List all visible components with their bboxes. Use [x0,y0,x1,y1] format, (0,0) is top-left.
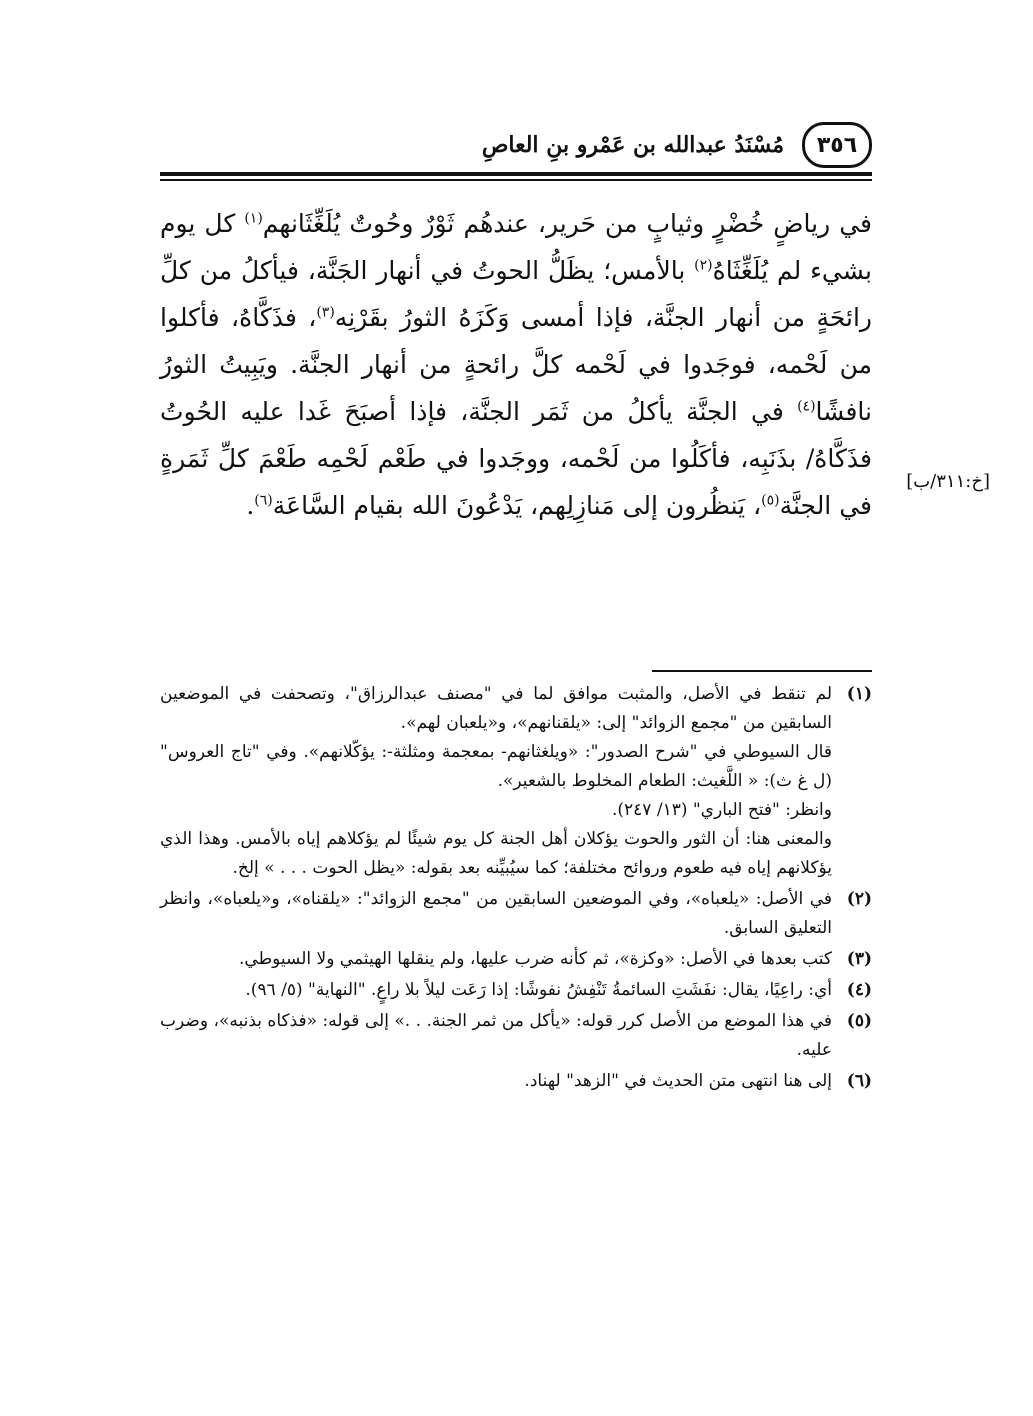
footnote-item [160,680,872,883]
footnote-body [160,680,832,883]
footnote-body [160,1007,832,1065]
running-title: مُسْنَدُ عبدالله بن عَمْرو بنِ العاصِ [481,132,784,158]
footnote-ref[interactable]: (٥) [761,492,780,509]
footnote-number: (٤) [846,980,872,1000]
footnote-item [160,1067,872,1096]
footnote-separator [652,670,872,672]
header-rule-thin [160,179,872,181]
footnotes [160,680,872,1098]
footnote-line: والمعنى هنا: أن الثور والحوت يؤكلان أهل الجنة كل يوم شيئًا لم يؤكلاهم إياه بالأمس. وهذا الذي يؤكلانهم إياه فيه طعوم وروائح مختلفة؛ كما سيُبيِّنه بعد بقوله: «يظل الحوت . . . » إلخ. [160,829,832,878]
footnote-body [160,976,832,1005]
footnote-line: لم تنقط في الأصل، والمثبت موافق لما في "مصنف عبدالرزاق"، وتصحفت في الموضعين السابقين من "مجمع الزوائد" إلى: «يلقنانهم»، و«يلعبان لهم». [160,684,832,733]
text-segment: بالأمس؛ يظَلُّ الحوتُ في أنهار الجَنَّة، فيأكلُ من كلِّ رائحَةٍ من أنهار الجنَّة، فإذا أمسى وَكَزَهُ الثورُ بقَرْنِه [160,256,872,332]
footnote-item [160,1007,872,1065]
footnote-body [160,1067,832,1096]
footnote-item [160,885,872,943]
header-rule-thick [160,172,872,176]
footnote-line: وانظر: "فتح الباري" (١٣/ ٢٤٧). [611,800,832,820]
footnote-number: (٣) [846,949,872,969]
text-segment: كل يوم بشيء لم يُلَغِّثَاهُ [160,209,872,285]
page-header [160,120,872,170]
text-segment: ، فذَكَّاهُ، فأكلوا من لَحْمه، فوجَدوا في لَحْمه كلَّ رائحةٍ من أنهار الجنَّة. ويَبِيتُ الثورُ نافشًا [160,303,872,426]
footnote-number: (٢) [846,889,872,909]
footnote-body [160,885,832,943]
footnote-number: (٥) [846,1011,872,1031]
page-number: ٣٥٦ [802,122,872,168]
footnote-ref[interactable]: (١) [244,210,263,227]
footnote-ref[interactable]: (٦) [254,492,273,509]
footnote-ref[interactable]: (٣) [316,304,335,321]
footnote-line: في الأصل: «يلعباه»، وفي الموضعين السابقين من "مجمع الزوائد": «يلقناه»، و«يلعباه»، وانظر التعليق السابق. [160,889,832,938]
footnote-line: أي: راعِيًا، يقال: نفَشَتِ السائمةُ تَنْفِشُ نفوشًا: إذا رَعَت ليلاً بلا راعٍ. "النهاية" (٥/ ٩٦). [245,980,832,1000]
text-segment: ، يَنظُرون إلى مَنازِلِهم، يَدْعُونَ الله بقيام السَّاعَة [272,491,762,520]
text-segment: في الجنَّة يأكلُ من ثَمَر الجنَّة، فإذا أصبَحَ غَدا عليه الحُوتُ فذَكَّاهُ/ بذَنَبِه، فأكَلُوا من لَحْمه، ووجَدوا في طَعْم لَحْمِه طَعْمَ كلِّ ثَمَرةٍ في الجنَّة [160,397,872,520]
footnote-ref[interactable]: (٢) [694,257,713,274]
footnote-item [160,976,872,1005]
footnote-ref[interactable]: (٤) [797,398,816,415]
footnote-number: (١) [846,684,872,704]
hadith-paragraph [160,200,872,529]
footnote-item [160,945,872,974]
text-segment: في رياضٍ خُضْرٍ وثيابٍ من حَرير، عندهُم ثَوْرٌ وحُوتٌ يُلَغِّثَانهم [262,209,872,238]
text-segment: . [246,491,255,520]
footnote-number: (٦) [846,1071,872,1091]
footnote-line: كتب بعدها في الأصل: «وكزة»، ثم كأنه ضرب عليها، ولم ينقلها الهيثمي ولا السيوطي. [239,949,832,969]
main-text [160,200,872,529]
footnote-line: قال السيوطي في "شرح الصدور": «ويلغثانهم- بمعجمة ومثلثة-: يؤكّلانهم». وفي "تاج العروس" (ل غ ث): « اللَّغيث: الطعام المخلوط بالشعير». [160,742,832,791]
footnote-body [160,945,832,974]
footnote-line: في هذا الموضع من الأصل كرر قوله: «يأكل من ثمر الجنة. . .» إلى قوله: «فذكاه بذنبه»، وضرب عليه. [160,1011,832,1060]
manuscript-folio-note: [خ:٣١١/ب] [906,471,990,492]
footnote-line: إلى هنا انتهى متن الحديث في "الزهد" لهناد. [524,1071,832,1091]
